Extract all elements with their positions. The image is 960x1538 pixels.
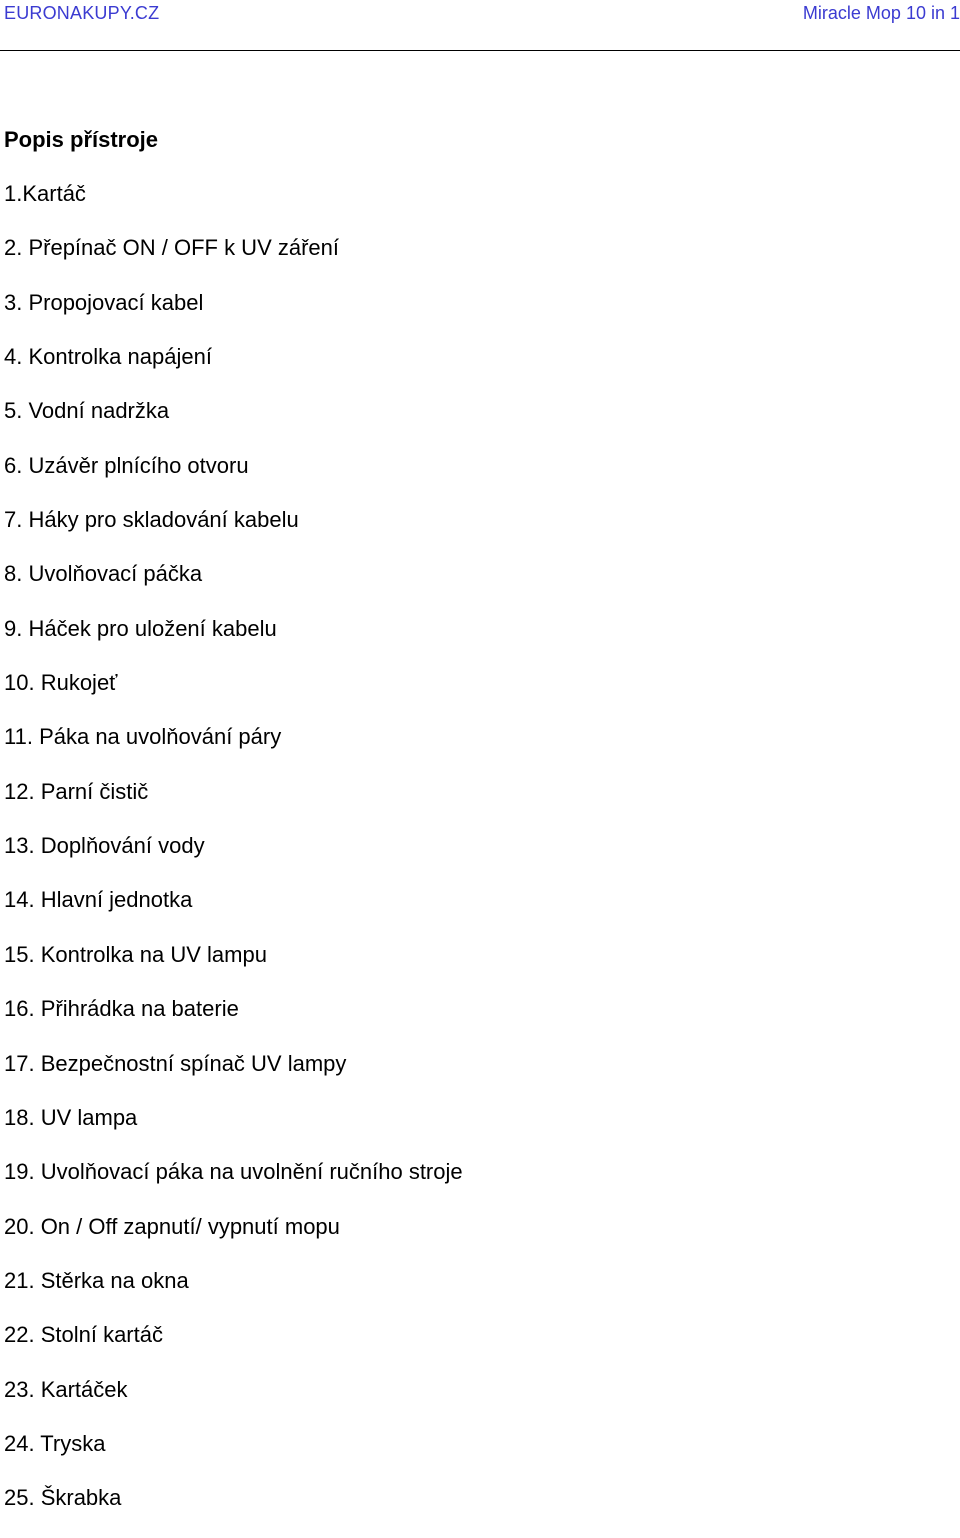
list-item: 16. Přihrádka na baterie bbox=[4, 996, 239, 1022]
parts-list bbox=[4, 179, 463, 1538]
list-item: 4. Kontrolka napájení bbox=[4, 344, 212, 370]
list-item: 24. Tryska bbox=[4, 1430, 106, 1456]
list-item: 14. Hlavní jednotka bbox=[4, 887, 193, 913]
list-item: 2. Přepínač ON / OFF k UV záření bbox=[4, 235, 339, 261]
list-item: 11. Páka na uvolňování páry bbox=[4, 724, 282, 750]
product-name: Miracle Mop 10 in 1 bbox=[802, 3, 960, 23]
list-item: 9. Háček pro uložení kabelu bbox=[4, 615, 277, 641]
list-item: 5. Vodní nadržka bbox=[4, 398, 170, 424]
list-item: 18. UV lampa bbox=[4, 1104, 138, 1130]
list-item: 22. Stolní kartáč bbox=[4, 1322, 163, 1348]
list-item: 20. On / Off zapnutí/ vypnutí mopu bbox=[4, 1213, 340, 1239]
list-item: 12. Parní čistič bbox=[4, 778, 149, 804]
page-header bbox=[0, 0, 960, 51]
list-item: 10. Rukojeť bbox=[4, 670, 118, 696]
site-name: EURONAKUPY.CZ bbox=[4, 3, 160, 23]
list-item: 6. Uzávěr plnícího otvoru bbox=[4, 452, 249, 478]
list-item: 8. Uvolňovací páčka bbox=[4, 561, 203, 587]
list-item: 25. Škrabka bbox=[4, 1485, 122, 1511]
section-heading: Popis přístroje bbox=[4, 127, 159, 152]
list-item: 19. Uvolňovací páka na uvolnění ručního stroje bbox=[4, 1159, 463, 1185]
list-item: 13. Doplňování vody bbox=[4, 833, 205, 859]
list-item: 21. Stěrka na okna bbox=[4, 1267, 189, 1293]
list-item: 3. Propojovací kabel bbox=[4, 289, 204, 315]
list-item: 17. Bezpečnostní spínač UV lampy bbox=[4, 1050, 347, 1076]
list-item: 7. Háky pro skladování kabelu bbox=[4, 507, 299, 533]
list-item: 1.Kartáč bbox=[4, 181, 86, 206]
list-item: 23. Kartáček bbox=[4, 1376, 128, 1402]
list-item: 15. Kontrolka na UV lampu bbox=[4, 941, 267, 967]
device-description bbox=[4, 125, 954, 1511]
